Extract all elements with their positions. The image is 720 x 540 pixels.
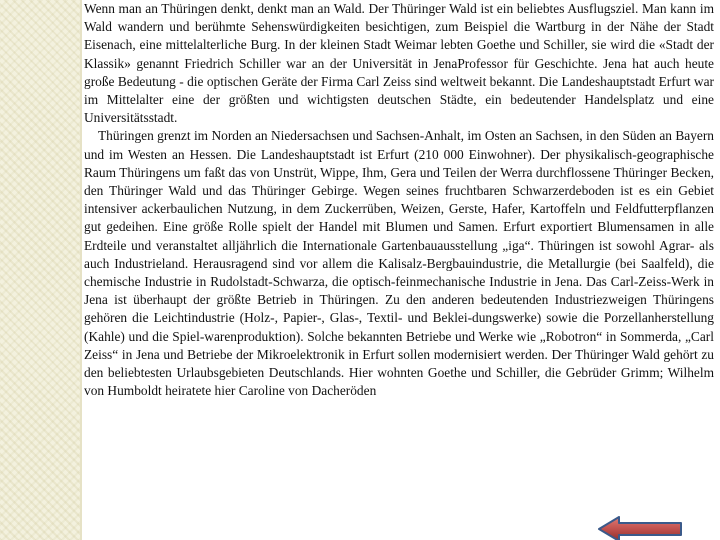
paragraph-intro: Wenn man an Thüringen denkt, denkt man an Wald. Der Thüringer Wald ist ein beliebtes Ausflugsziel. Man kann im Wald wandern und berühmte Sehenswürdigkeiten besichtigen, zum Beispiel die Wartburg in der Nähe der Stadt Eisenach, eine mittelalterliche Burg. In der kleinen Stadt Weimar lebten Goethe und Schiller, sie wird die «Stadt der Klassik» genannt Friedrich Schiller war an der Universität in JenaProfessor für Geschichte. Jena hat auch heute große Bedeutung - die optischen Geräte der Firma Carl Zeiss sind weltweit bekannt. Die Landeshauptstadt Erfurt war im Mittelalter eine der größten und wichtigsten deutschen Städte, ein bedeutender Handelsplatz und eine Universitätsstadt. [84,1,714,126]
paragraph-geography: Thüringen grenzt im Norden an Niedersachsen und Sachsen-Anhalt, im Osten an Sachsen, in den Süden an Bayern und im Westen an Hessen. Die Landeshauptstadt ist Erfurt (210 000 Einwohner). Der physikalisch-geographische Raum Thüringens um faßt das von Unstrüt, Wippe, Ihm, Gera und Teilen der Werra durchflossene Thüringer Becken, den Thüringer Wald und das Thüringer Gebirge. Wegen seines fruchtbaren Schwarzerdeboden ist es ein Gebiet intensiver ackerbaulichen Nutzung, in dem Zuckerrüben, Weizen, Gerste, Hafer, Kartoffeln und Feldfutterpflanzen gut gedeihen. Eine größe Rolle spielt der Handel mit Blumen und Samen. Erfurt exportiert Blumensamen in alle Erdteile und veranstaltet alljährlich die Internationale Gartenbauausstellung „iga“. Thüringen ist sowohl Agrar- als auch Industrieland. Herausragend sind vor allem die Kalisalz-Bergbauindustrie, die Metallurgie (bei Saalfeld), die chemische Industrie in Rudolstadt-Schwarza, die optisch-feinmechanische Industrie in Jena. Das Carl-Zeiss-Werk in Jena ist überhaupt der größte Betrieb in Thüringen. Zu den anderen bedeutenden Industriezweigen Thüringens gehören die Leichtindustrie (Holz-, Papier-, Glas-, Textil- und Beklei-dungswerke) sowie die Porzellanherstellung (Kahle) und die Spiel-warenproduktion). Solche bekannten Betriebe und Werke wie „Robotron“ in Sommerda, „Carl Zeiss“ in Jena und Betriebe der Mikroelektronik in Erfurt sollen modernisiert werden. Der Thüringer Wald gehört zu den beliebtesten Urlaubsgebieten Deutschlands. Hier wohnten Goethe und Schiller, die Gebrüder Grimm; Wilhelm von Humboldt heiratete hier Caroline von Dacheröden [84,128,714,399]
stripe-divider [80,0,82,540]
back-arrow-button[interactable] [597,516,683,540]
document-body [84,0,714,400]
left-arrow-icon [597,516,683,540]
decorative-side-stripe [0,0,80,540]
